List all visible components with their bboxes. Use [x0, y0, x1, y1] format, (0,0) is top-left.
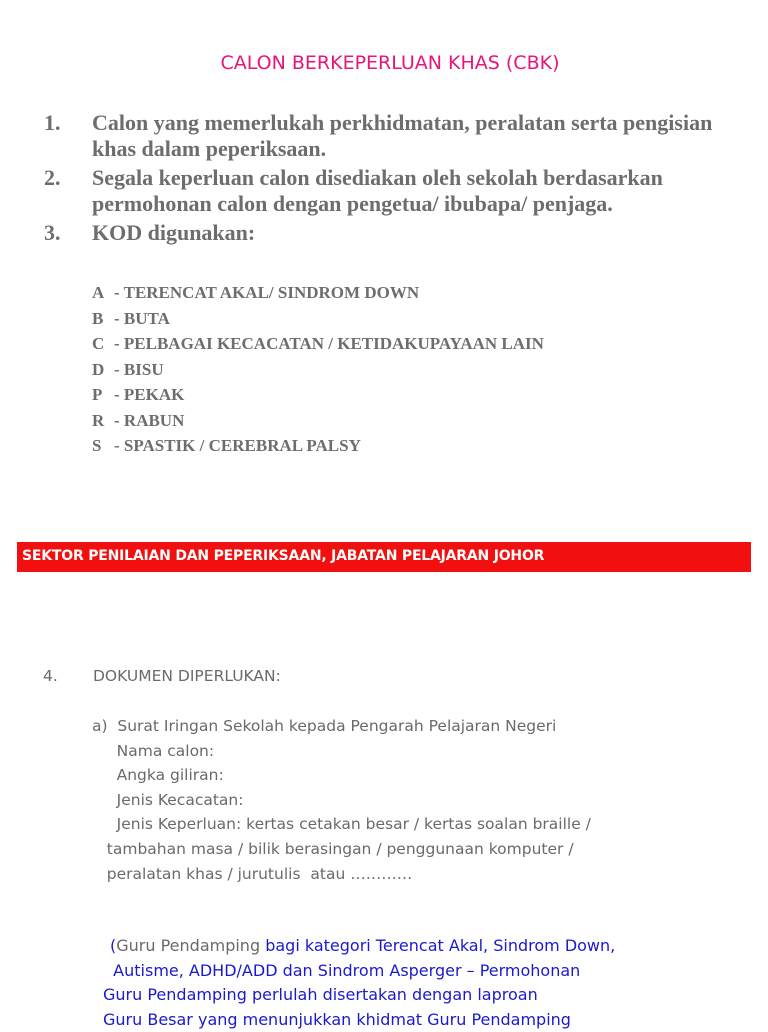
list-number: 3.: [44, 220, 61, 245]
code-desc: - PEKAK: [114, 385, 185, 404]
note-guru-pendamping: Guru Pendamping: [116, 936, 261, 955]
code-row: [92, 359, 544, 385]
code-desc: - SPASTIK / CEREBRAL PALSY: [114, 436, 361, 455]
note-line: Guru Besar yang menunjukkan khidmat Guru Pendamping: [103, 1009, 571, 1029]
documents-line: a) Surat Iringan Sekolah kepada Pengarah Pelajaran Negeri: [92, 717, 557, 735]
documents-number: 4.: [43, 667, 58, 685]
note-paren: (: [110, 936, 117, 955]
code-desc: - RABUN: [114, 410, 185, 430]
code-letter: D: [92, 359, 105, 379]
code-letter: A: [92, 283, 105, 302]
documents-line: Jenis Kecacatan:: [92, 790, 244, 809]
code-letter: S: [92, 436, 102, 455]
note-text: bagi kategori Terencat Akal, Sindrom Down,: [260, 936, 616, 955]
code-desc: - TERENCAT AKAL/ SINDROM DOWN: [114, 283, 420, 302]
documents-line: Angka giliran:: [92, 766, 224, 785]
documents-section: [43, 664, 743, 883]
code-row: [92, 435, 544, 461]
code-letter: C: [92, 334, 105, 353]
documents-lines: [92, 714, 692, 886]
list-item: [44, 165, 754, 217]
code-row: [92, 282, 544, 308]
code-row: [92, 410, 544, 436]
numbered-list: [44, 110, 754, 246]
guru-pendamping-note: [103, 934, 703, 1032]
code-desc: - PELBAGAI KECACATAN / KETIDAKUPAYAAN LAIN: [114, 334, 544, 353]
note-line: [103, 934, 703, 959]
code-list: [92, 282, 544, 461]
documents-line: peralatan khas / jurutulis atau …………: [92, 864, 413, 883]
list-item: [44, 220, 754, 246]
list-text: KOD digunakan:: [92, 220, 256, 245]
footer-banner: SEKTOR PENILAIAN DAN PEPERIKSAAN, JABATAN PELAJARAN JOHOR: [17, 542, 751, 572]
documents-line: Jenis Keperluan: kertas cetakan besar / kertas soalan braille /: [92, 815, 591, 834]
page-title: CALON BERKEPERLUAN KHAS (CBK): [220, 52, 560, 74]
code-row: [92, 384, 544, 410]
list-number: 1.: [44, 110, 61, 135]
list-number: 2.: [44, 165, 61, 190]
code-row: [92, 333, 544, 359]
code-letter: P: [92, 385, 103, 404]
code-letter: B: [92, 308, 104, 328]
code-desc: - BISU: [114, 359, 164, 379]
documents-line: tambahan masa / bilik berasingan / penggunaan komputer /: [92, 839, 574, 858]
note-line: Autisme, ADHD/ADD dan Sindrom Asperger – Permohonan: [103, 960, 581, 980]
code-letter: R: [92, 410, 105, 430]
documents-heading: [43, 664, 743, 688]
documents-line: Nama calon:: [92, 741, 215, 760]
code-desc: - BUTA: [114, 308, 170, 328]
list-text: Segala keperluan calon disediakan oleh sekolah berdasarkan permohonan calon dengan pengetua/ ibubapa/ penjaga.: [92, 165, 663, 216]
list-item: [44, 110, 754, 162]
documents-heading-text: DOKUMEN DIPERLUKAN:: [93, 667, 281, 685]
code-row: [92, 308, 544, 334]
list-text: Calon yang memerlukah perkhidmatan, peralatan serta pengisian khas dalam peperiksaan.: [92, 110, 713, 161]
note-line: Guru Pendamping perlulah disertakan dengan laproan: [103, 985, 538, 1005]
